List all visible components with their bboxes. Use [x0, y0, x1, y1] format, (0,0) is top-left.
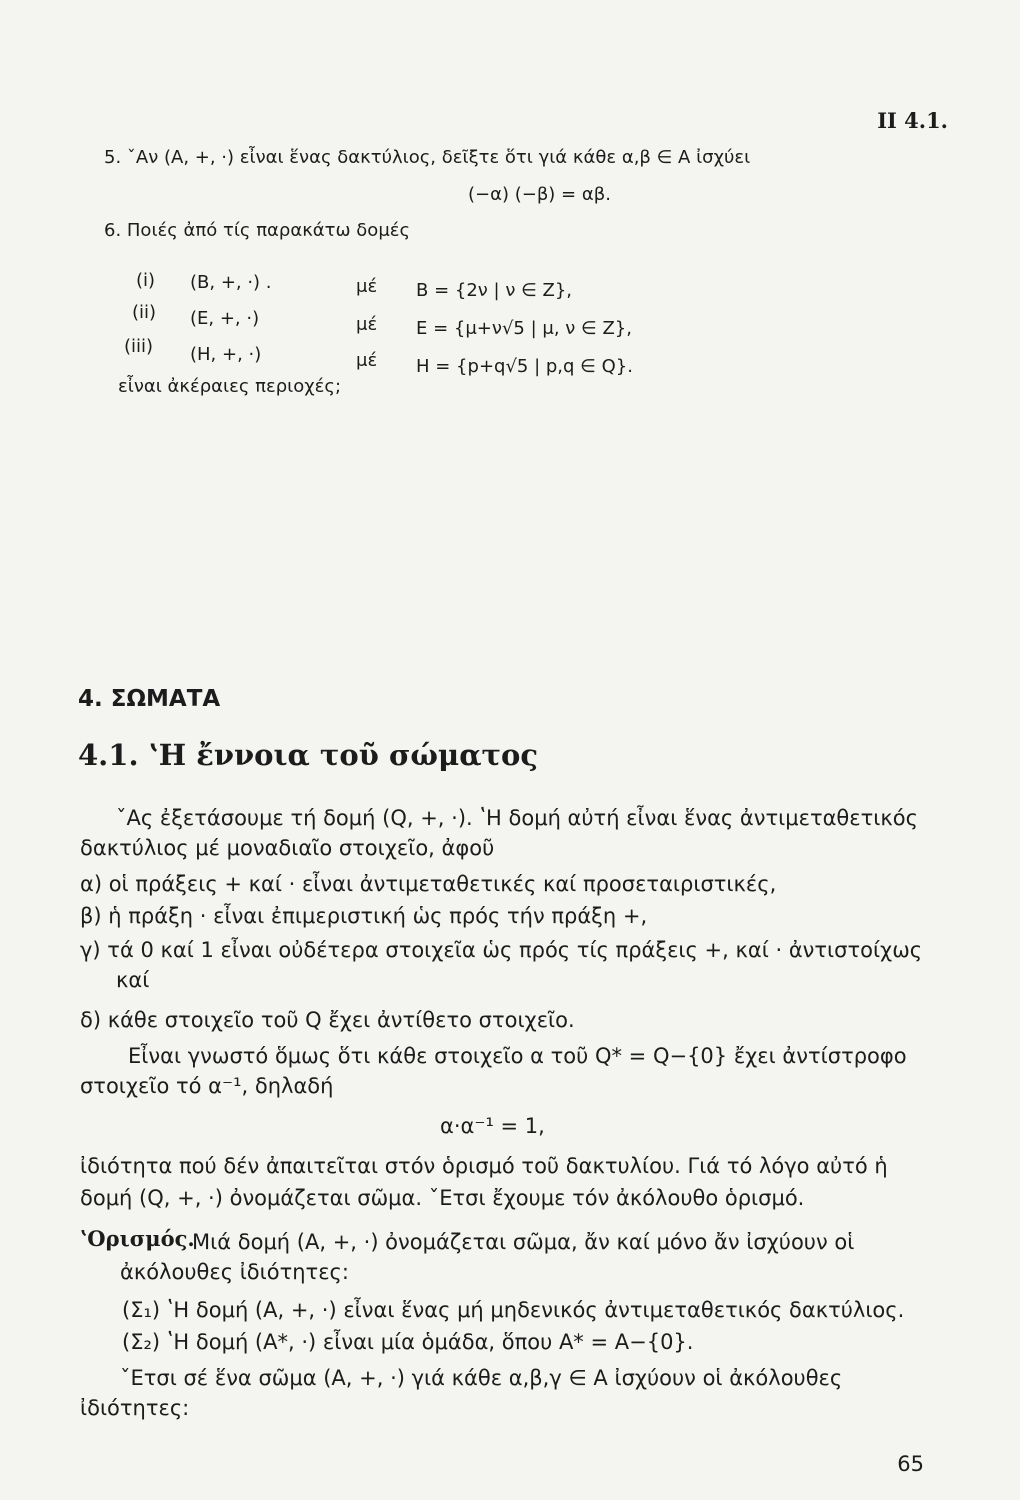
exercise-6-question: εἶναι ἀκέραιες περιοχές;: [118, 376, 342, 397]
closing-line: ˇΕτσι σέ ἕνα σῶμα (A, +, ·) γιά κάθε α,β,γ ∈ A ἰσχύουν οἱ ἀκόλουθες: [120, 1366, 843, 1390]
item-with: μέ: [356, 276, 378, 297]
item-set: B = {2ν | ν ∈ Z},: [416, 280, 573, 301]
body-line: δακτύλιος μέ μοναδιαῖο στοιχεῖο, ἀφοῦ: [80, 836, 495, 860]
body-line: ἰδιότητα πού δέν ἀπαιτεῖται στόν ὁρισμό τοῦ δακτυλίου. Γιά τό λόγο αὐτό ἡ: [80, 1154, 888, 1178]
body-line: δομή (Q, +, ·) ὀνομάζεται σῶμα. ˇΕτσι ἔχουμε τόν ἀκόλουθο ὁρισμό.: [80, 1186, 805, 1210]
closing-line: ἰδιότητες:: [80, 1396, 190, 1420]
item-set: H = {p+q√5 | p,q ∈ Q}.: [416, 356, 633, 377]
body-line: καί: [116, 968, 150, 992]
item-with: μέ: [356, 350, 378, 371]
body-line: α) οἱ πράξεις + καί · εἶναι ἀντιμεταθετικές καί προσεταιριστικές,: [80, 872, 777, 896]
body-line: Εἶναι γνωστό ὅμως ὅτι κάθε στοιχεῖο α τοῦ Q* = Q−{0} ἔχει ἀντίστροφο: [128, 1044, 907, 1068]
definition-label: ʽΟρισμός.: [80, 1226, 195, 1251]
exercise-6-text: 6. Ποιές ἀπό τίς παρακάτω δομές: [104, 220, 411, 241]
item-number: (ii): [132, 302, 157, 323]
item-number: (i): [136, 270, 156, 291]
body-line: ˇΑς ἐξετάσουμε τή δομή (Q, +, ·). ʽΗ δομή αὐτή εἶναι ἕνας ἀντιμεταθετικός: [116, 806, 918, 830]
definition-axiom: (Σ₂) ʽΗ δομή (A*, ·) εἶναι μία ὁμάδα, ὅπου A* = A−{0}.: [122, 1330, 694, 1354]
item-structure: (B, +, ·) .: [190, 272, 272, 293]
definition-line: ἀκόλουθες ἰδιότητες:: [120, 1260, 349, 1284]
body-line: β) ἡ πράξη · εἶναι ἐπιμεριστική ὡς πρός τήν πράξη +,: [80, 904, 648, 928]
item-structure: (E, +, ·): [190, 308, 260, 329]
chapter-title: 4. ΣΩΜΑΤΑ: [78, 686, 221, 712]
item-with: μέ: [356, 314, 378, 335]
exercise-5-formula: (−α) (−β) = αβ.: [468, 184, 611, 205]
page-number: 65: [897, 1452, 924, 1476]
section-title: 4.1. ʽΗ ἔννοια τοῦ σώματος: [78, 738, 539, 772]
item-set: E = {μ+ν√5 | μ, ν ∈ Z},: [416, 318, 632, 339]
item-structure: (H, +, ·): [190, 344, 262, 365]
body-line: δ) κάθε στοιχεῖο τοῦ Q ἔχει ἀντίθετο στοιχεῖο.: [80, 1008, 575, 1032]
body-formula: α·α⁻¹ = 1,: [440, 1114, 545, 1138]
definition-axiom: (Σ₁) ʽΗ δομή (A, +, ·) εἶναι ἕνας μή μηδενικός ἀντιμεταθετικός δακτύλιος.: [122, 1298, 905, 1322]
item-number: (iii): [124, 336, 154, 357]
exercise-5-text: 5. ˇΑν (A, +, ·) εἶναι ἕνας δακτύλιος, δεῖξτε ὅτι γιά κάθε α,β ∈ A ἰσχύει: [104, 147, 751, 168]
body-line: γ) τά 0 καί 1 εἶναι οὐδέτερα στοιχεῖα ὡς πρός τίς πράξεις +, καί · ἀντιστοίχως: [80, 938, 923, 962]
page-header-ref: II 4.1.: [877, 108, 948, 133]
definition-line: Μιά δομή (A, +, ·) ὀνομάζεται σῶμα, ἄν καί μόνο ἄν ἰσχύουν οἱ: [192, 1230, 855, 1254]
body-line: στοιχεῖο τό α⁻¹, δηλαδή: [80, 1074, 334, 1098]
